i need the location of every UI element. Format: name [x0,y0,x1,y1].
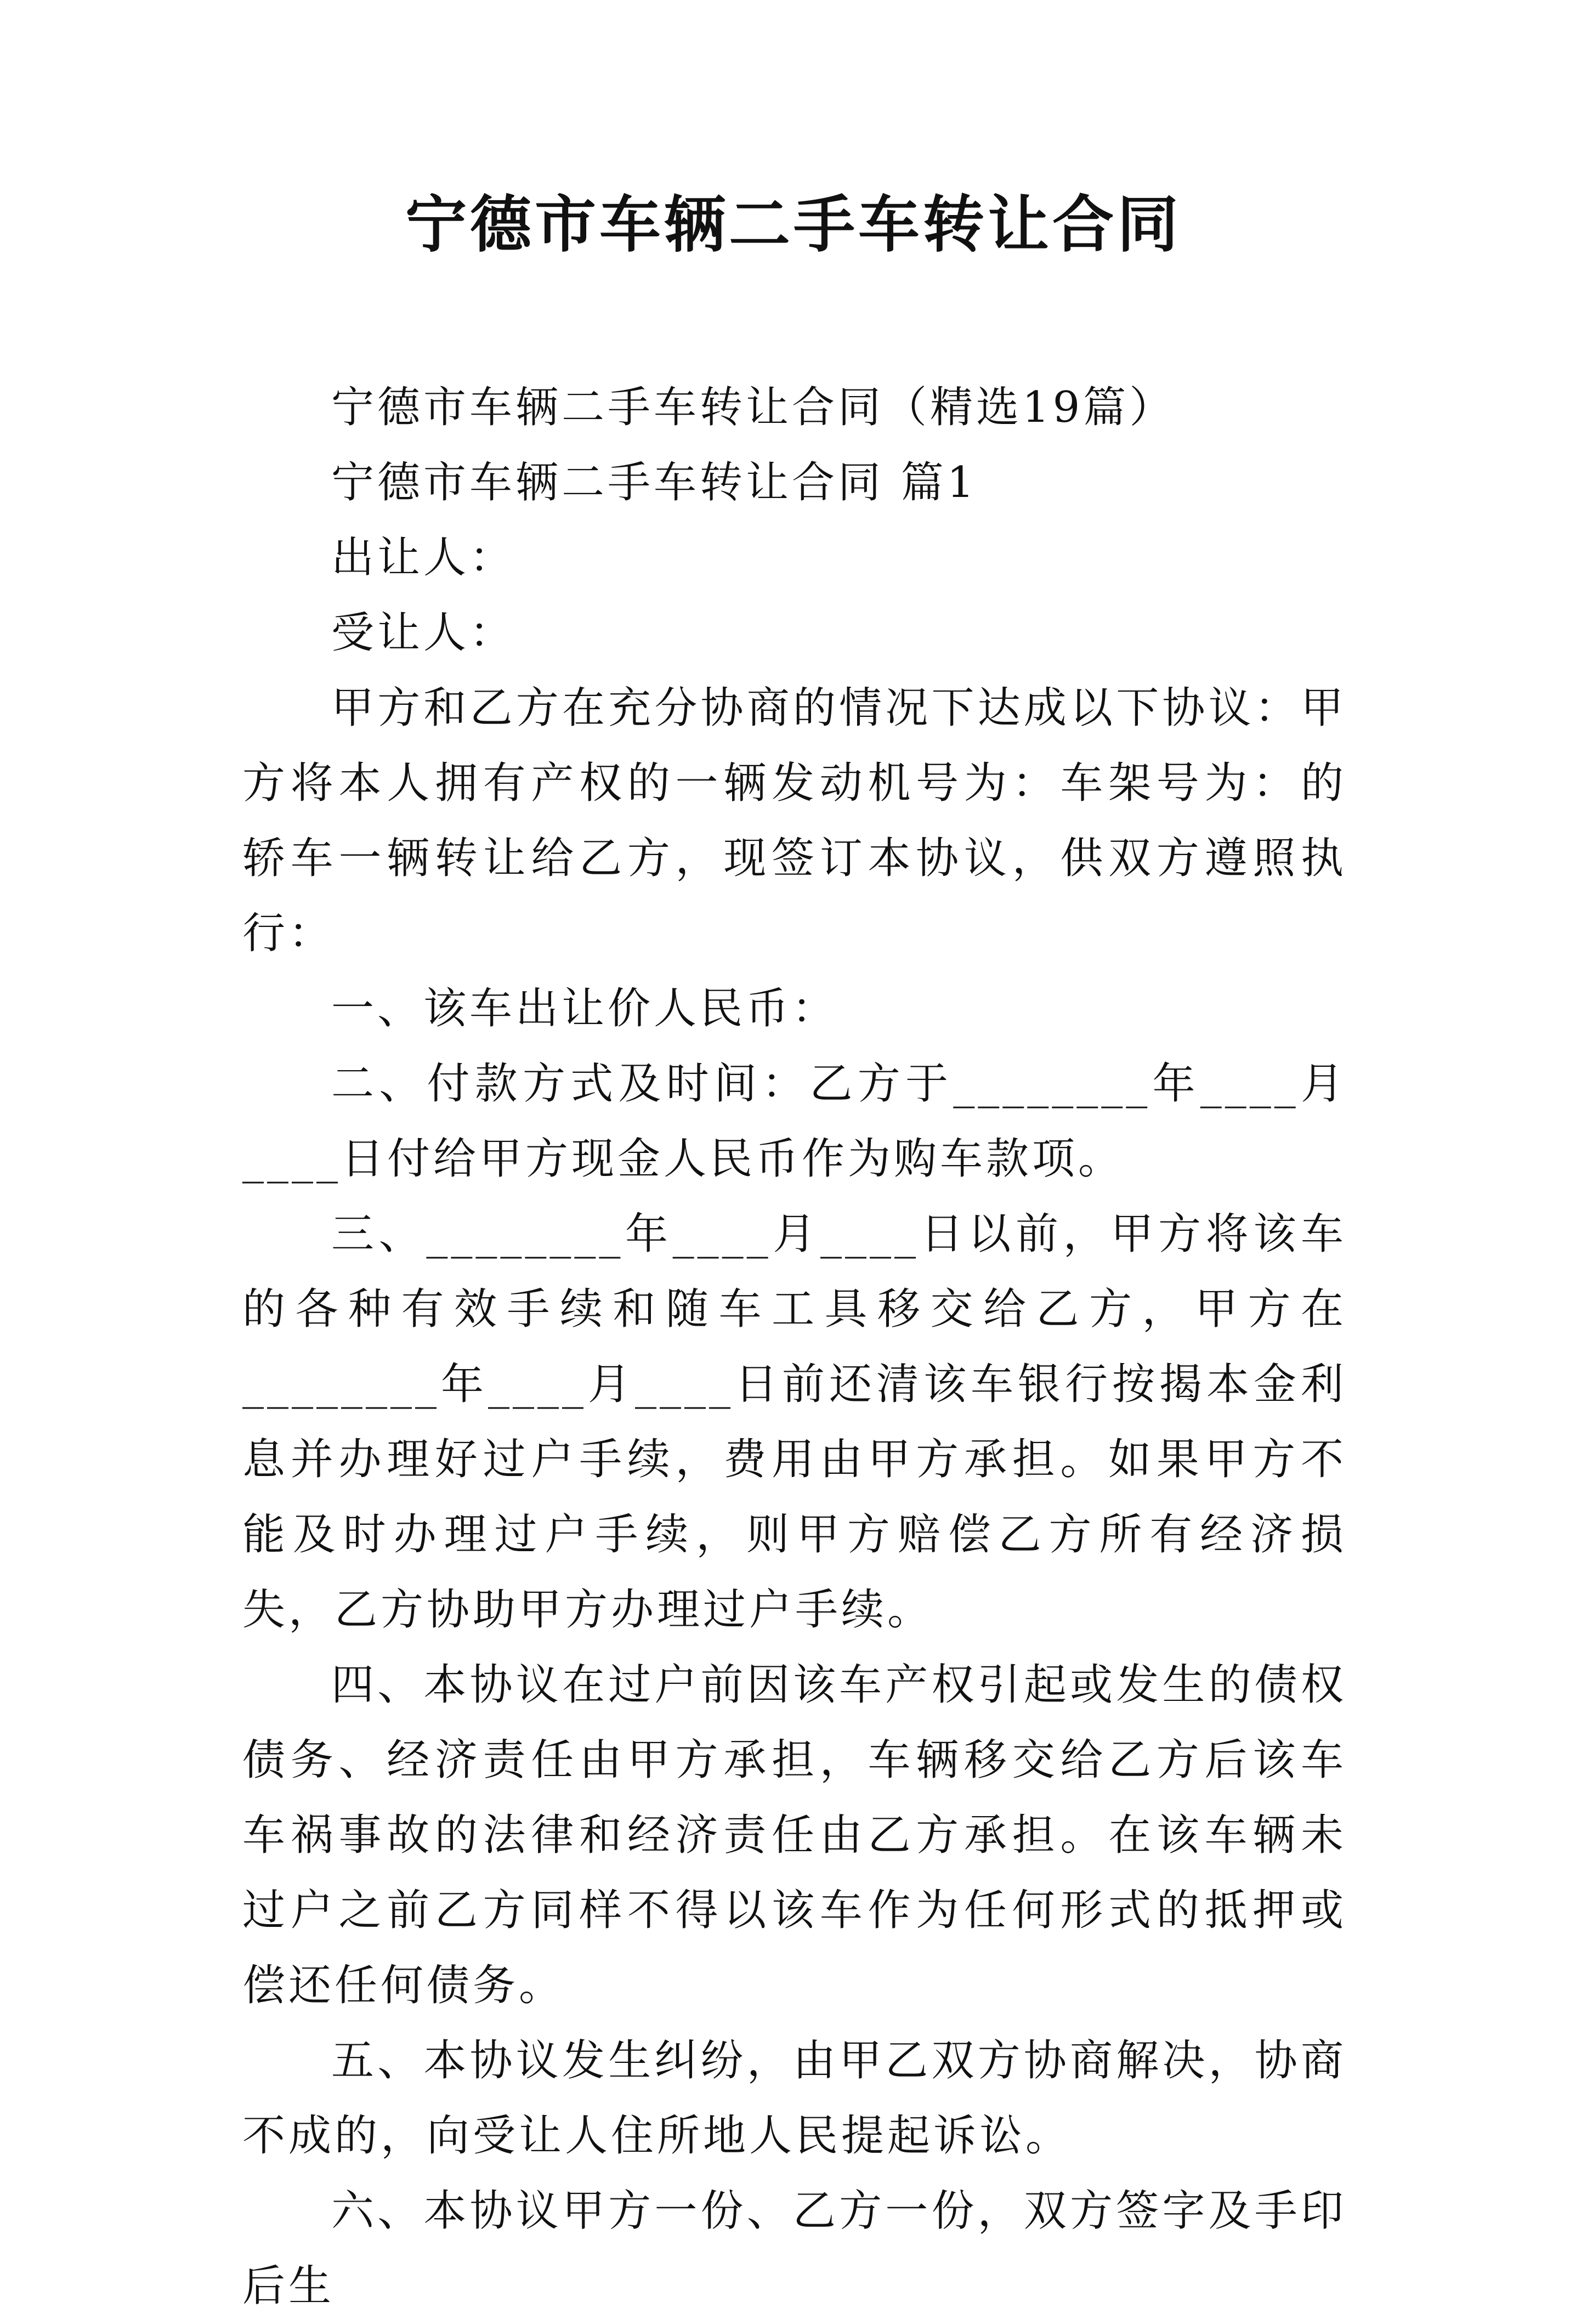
paragraph-subtitle: 宁德市车辆二手车转让合同（精选19篇） [331,383,1176,432]
paragraph-transferee: 受让人： [331,608,516,658]
paragraph-agreement-intro: 甲方和乙方在充分协商的情况下达成以下协议：甲方将本人拥有产权的一辆发动机号为：车架号为：的轿车一辆转让给乙方，现签订本协议，供双方遵照执行： [242,683,1347,958]
paragraph-clause-4: 四、本协议在过户前因该车产权引起或发生的债权债务、经济责任由甲方承担，车辆移交给乙方后该车车祸事故的法律和经济责任由乙方承担。在该车辆未过户之前乙方同样不得以该车作为任何形式的抵押或偿还任何债务。 [242,1660,1347,2010]
paragraph-transferor: 出让人： [331,533,516,583]
paragraph-clause-6: 六、本协议甲方一份、乙方一份，双方签字及手印后生 [242,2186,1347,2311]
paragraph-clause-5: 五、本协议发生纠纷，由甲乙双方协商解决，协商不成的，向受让人住所地人民提起诉讼。 [242,2036,1347,2161]
paragraph-clause-2: 二、付款方式及时间：乙方于________年____月____日付给甲方现金人民币作为购车款项。 [242,1059,1347,1184]
document-body [242,370,1347,2324]
document-title: 宁德市车辆二手车转让合同 [405,189,1182,261]
paragraph-clause-3: 三、________年____月____日以前，甲方将该车的各种有效手续和随车工具移交给乙方，甲方在________年____月____日前还清该车银行按揭本金利息并办理好过户手续，费用由甲方承担。如果甲方不能及时办理过户手续，则甲方赔偿乙方所有经济损失，乙方协助甲方办理过户手续。 [242,1209,1347,1635]
paragraph-clause-1: 一、该车出让价人民币： [331,984,838,1033]
paragraph-section-heading: 宁德市车辆二手车转让合同 篇1 [331,458,978,507]
